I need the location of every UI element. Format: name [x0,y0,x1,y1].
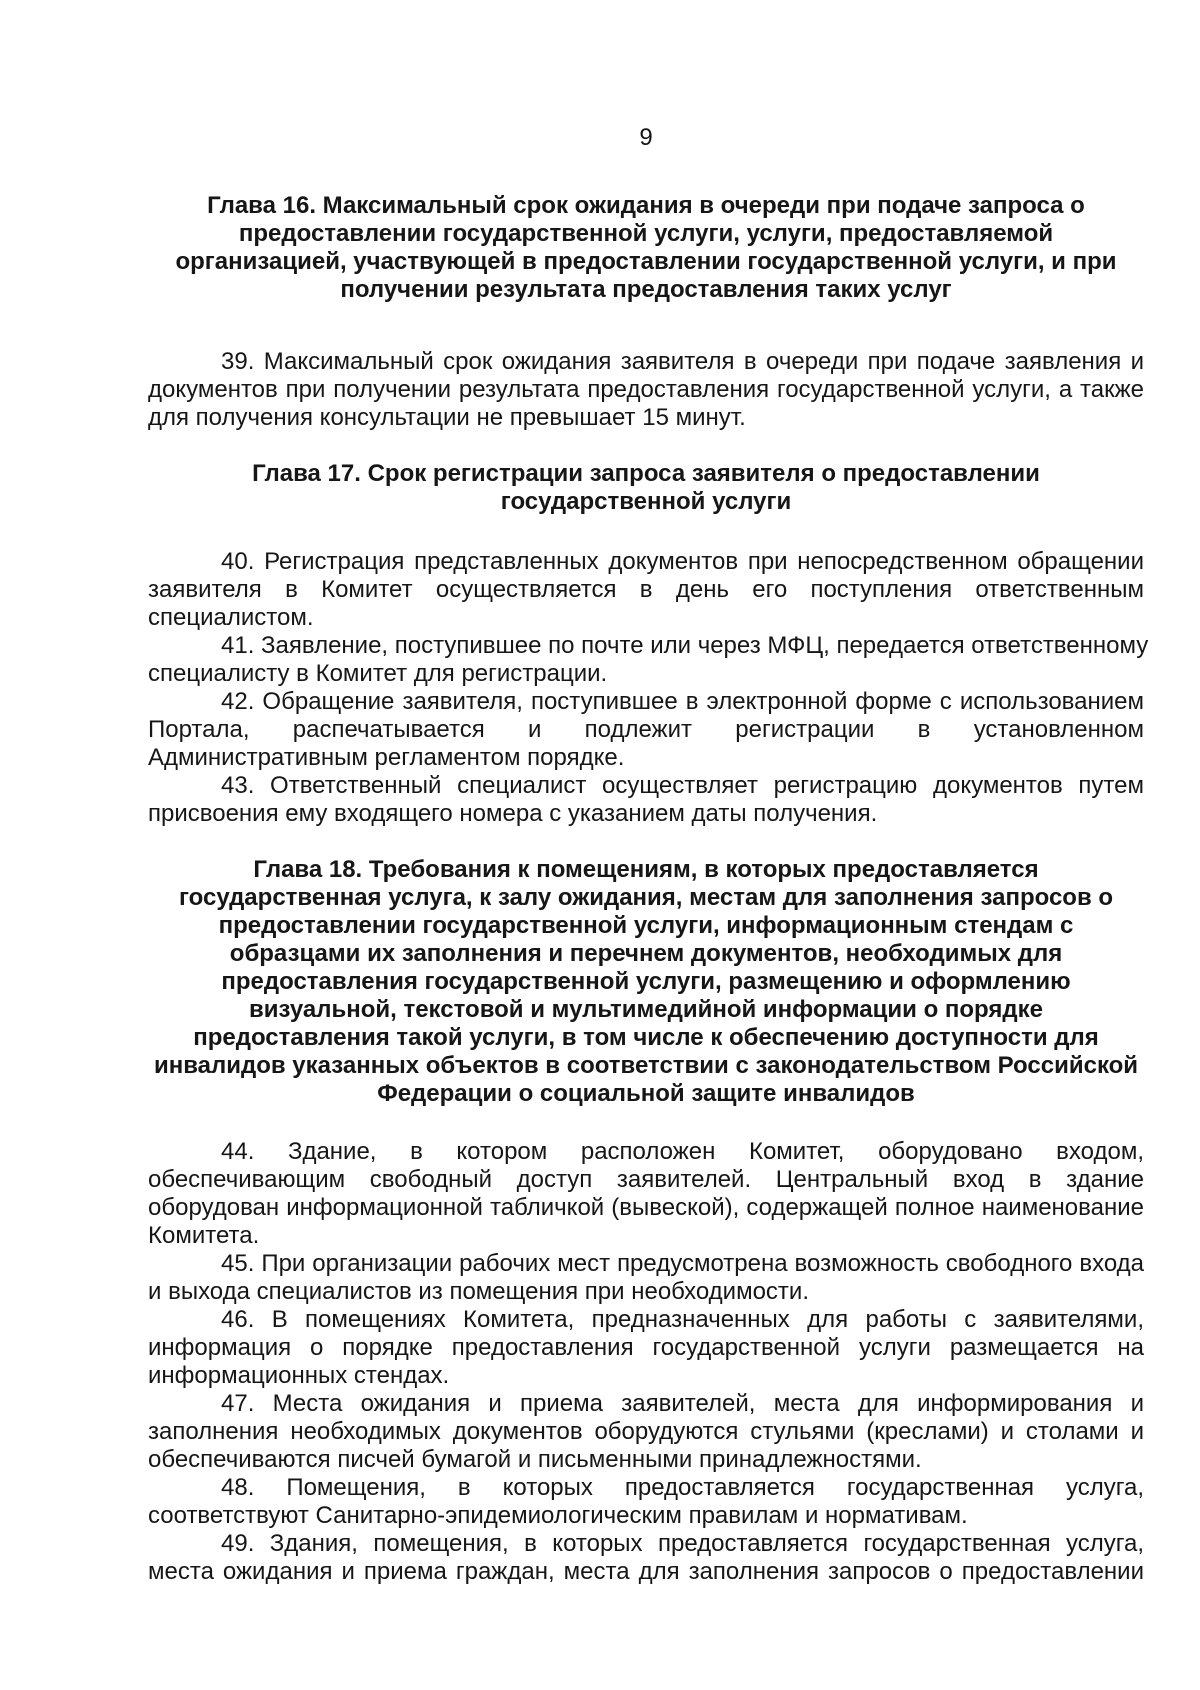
text-line: 46. В помещениях Комитета, предназначенных для работы с заявителями, [221,1306,1144,1333]
heading-line: образцами их заполнения и перечнем документов, необходимых для [229,940,1063,967]
text-line: 49. Здания, помещения, в которых предоставляется государственная услуга, [221,1530,1144,1557]
heading-line: предоставления государственной услуги, размещению и оформлению [221,968,1071,995]
text-line: 41. Заявление, поступившее по почте или через МФЦ, передается ответственному [221,632,1149,659]
text-line: 47. Места ожидания и приема заявителей, места для информирования и [221,1390,1144,1417]
text-line: 48. Помещения, в которых предоставляется государственная услуга, [221,1474,1144,1501]
text-line: присвоения ему входящего номера с указанием даты получения. [148,800,878,827]
text-line: 43. Ответственный специалист осуществляет регистрацию документов путем [221,772,1144,799]
text-line: информация о порядке предоставления государственной услуги размещается на [148,1334,1144,1361]
text-line: информационных стендах. [148,1362,450,1389]
paragraph-49 [148,1530,1144,1586]
text-line: 40. Регистрация представленных документов при непосредственном обращении [221,548,1144,575]
text-line: для получения консультации не превышает 15 минут. [148,404,746,431]
heading-line: Федерации о социальной защите инвалидов [377,1080,915,1107]
text-line: Комитета. [148,1222,260,1249]
heading-line: государственной услуги [500,488,792,515]
heading-line: предоставлении государственной услуги, услуги, предоставляемой [238,220,1054,247]
chapter-18-heading [148,856,1144,1108]
text-line: заявителя в Комитет осуществляется в день его поступления ответственным [148,576,1144,603]
heading-line: Глава 17. Срок регистрации запроса заявителя о предоставлении [252,460,1040,487]
text-line: документов при получении результата предоставления государственной услуги, а также [148,376,1144,403]
heading-line: получении результата предоставления таких услуг [340,276,952,303]
page-number: 9 [639,124,653,151]
heading-line: организацией, участвующей в предоставлении государственной услуги, и при [175,248,1117,275]
text-line: Портала, распечатывается и подлежит регистрации в установленном [148,716,1144,743]
text-line: заполнения необходимых документов оборудуются стульями (креслами) и столами и [148,1418,1144,1445]
paragraph-41 [148,632,1149,688]
paragraph-40 [148,548,1144,632]
paragraph-48 [148,1474,1144,1530]
paragraph-46 [148,1306,1144,1390]
heading-line: Глава 16. Максимальный срок ожидания в очереди при подаче запроса о [207,192,1085,219]
text-line: места ожидания и приема граждан, места для заполнения запросов о предоставлении [148,1558,1144,1585]
paragraph-45 [148,1250,1144,1306]
paragraph-44 [148,1138,1144,1250]
heading-line: визуальной, текстовой и мультимедийной информации о порядке [248,996,1043,1023]
heading-line: государственная услуга, к залу ожидания, местам для заполнения запросов о [178,884,1114,911]
text-line: Административным регламентом порядке. [148,744,625,771]
chapter-17-heading [148,460,1144,516]
text-line: и выхода специалистов из помещения при необходимости. [148,1278,809,1305]
text-line: специалисту в Комитет для регистрации. [148,660,608,687]
heading-line: инвалидов указанных объектов в соответствии с законодательством Российской [153,1052,1139,1079]
text-line: 45. При организации рабочих мест предусмотрена возможность свободного входа [221,1250,1144,1277]
text-line: специалистом. [148,604,314,631]
text-line: оборудован информационной табличкой (вывеской), содержащей полное наименование [148,1194,1144,1221]
text-line: обеспечиваются писчей бумагой и письменными принадлежностями. [148,1446,922,1473]
paragraph-42 [148,688,1144,772]
chapter-16-heading [148,192,1144,304]
paragraph-39 [148,348,1144,432]
paragraph-47 [148,1390,1144,1474]
text-line: обеспечивающим свободный доступ заявителей. Центральный вход в здание [148,1166,1144,1193]
heading-line: предоставлении государственной услуги, информационным стендам с [218,912,1074,939]
text-line: 44. Здание, в котором расположен Комитет, оборудовано входом, [221,1138,1144,1165]
heading-line: предоставления такой услуги, в том числе к обеспечению доступности для [193,1024,1099,1051]
heading-line: Глава 18. Требования к помещениям, в которых предоставляется [253,856,1039,883]
text-line: 39. Максимальный срок ожидания заявителя в очереди при подаче заявления и [221,348,1144,375]
text-line: 42. Обращение заявителя, поступившее в электронной форме с использованием [221,688,1144,715]
text-line: соответствуют Санитарно-эпидемиологическим правилам и нормативам. [148,1502,968,1529]
paragraph-43 [148,772,1144,828]
